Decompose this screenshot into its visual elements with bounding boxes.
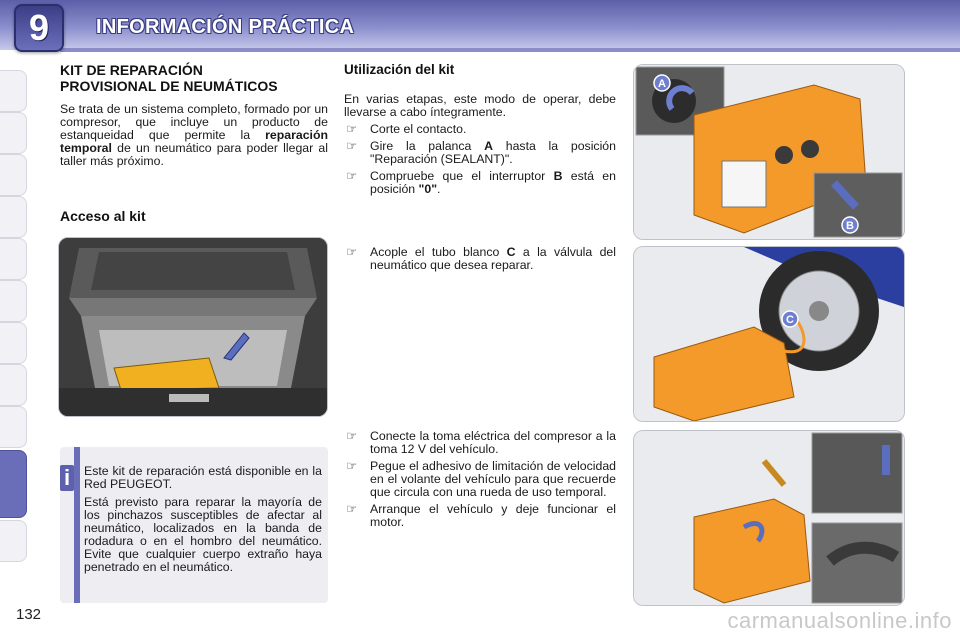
chapter-tab[interactable] (0, 70, 27, 112)
watermark: carmanualsonline.info (727, 608, 952, 633)
step-7: ☞ Arranque el vehículo y deje funcionar el motor. (346, 502, 616, 529)
step-1: ☞ Corte el contacto. (346, 122, 467, 136)
section-heading-line1: KIT DE REPARACIÓN (60, 62, 203, 78)
header-underline (60, 48, 960, 52)
trunk-drawing (59, 238, 327, 416)
chapter-tab[interactable] (0, 112, 27, 154)
step-3: ☞ Compruebe que el interruptor B está en posición "0". (346, 169, 616, 196)
step-4: ☞ Acople el tubo blanco C a la válvula del neumático que desea reparar. (346, 245, 616, 272)
usage-intro: En varias etapas, este modo de operar, debe llevarse a cabo íntegramente. (344, 92, 616, 119)
step-6: ☞ Pegue el adhesivo de limitación de velocidad en el volante del vehículo para que recuerde que circula con una rueda de uso temporal. (346, 459, 616, 499)
figure-tyre-connection (633, 246, 905, 422)
left-column (60, 62, 328, 168)
step-5: ☞ Conecte la toma eléctrica del compresor a la toma 12 V del vehículo. (346, 429, 616, 456)
chapter-tab[interactable] (0, 520, 27, 562)
chapter-tab[interactable] (0, 280, 27, 322)
chapter-tab[interactable] (0, 238, 27, 280)
chapter-tabs (0, 70, 28, 570)
figure-power-and-sticker (633, 430, 905, 606)
access-heading: Acceso al kit (60, 208, 146, 224)
info-paragraph-1: Este kit de reparación está disponible en la Red PEUGEOT. (84, 464, 322, 491)
chapter-tab[interactable] (0, 406, 27, 448)
steps-list-1 (344, 123, 616, 196)
steps-block-2 (344, 246, 616, 276)
info-paragraph-2: Está previsto para reparar la mayoría de los pinchazos susceptibles de afectar al neumático, localizados en la banda de rodadura o en el hombro del neumático. Evite que cualquier cuerpo extraño haya penetrado en el neumático. (84, 495, 322, 574)
label-b: B (846, 220, 854, 232)
steps-block-3 (344, 430, 616, 533)
chapter-title: INFORMACIÓN PRÁCTICA (96, 16, 355, 38)
page-number: 132 (16, 606, 42, 623)
figure-compressor-setup (633, 64, 905, 240)
trunk-illustration (58, 237, 328, 417)
chapter-tab[interactable] (0, 196, 27, 238)
middle-column (344, 62, 616, 200)
chapter-badge (14, 4, 64, 52)
info-icon: i (60, 465, 74, 491)
chapter-tab[interactable] (0, 322, 27, 364)
label-c: C (786, 314, 794, 326)
usage-heading: Utilización del kit (344, 62, 455, 77)
chapter-tab[interactable] (0, 364, 27, 406)
label-a: A (658, 78, 666, 90)
chapter-number: 9 (28, 7, 50, 48)
step-2: ☞ Gire la palanca A hasta la posición "Reparación (SEALANT)". (346, 139, 616, 166)
info-box (60, 447, 328, 603)
section-heading-line2: PROVISIONAL DE NEUMÁTICOS (60, 78, 278, 94)
intro-paragraph: Se trata de un sistema completo, formado por un compresor, que incluye un producto de estanqueidad que permite la reparación temporal de un neumático para poder llegar al taller más próximo. (60, 102, 328, 168)
chapter-tab[interactable] (0, 154, 27, 196)
info-bar (74, 447, 80, 603)
chapter-tab-active[interactable] (0, 450, 27, 518)
